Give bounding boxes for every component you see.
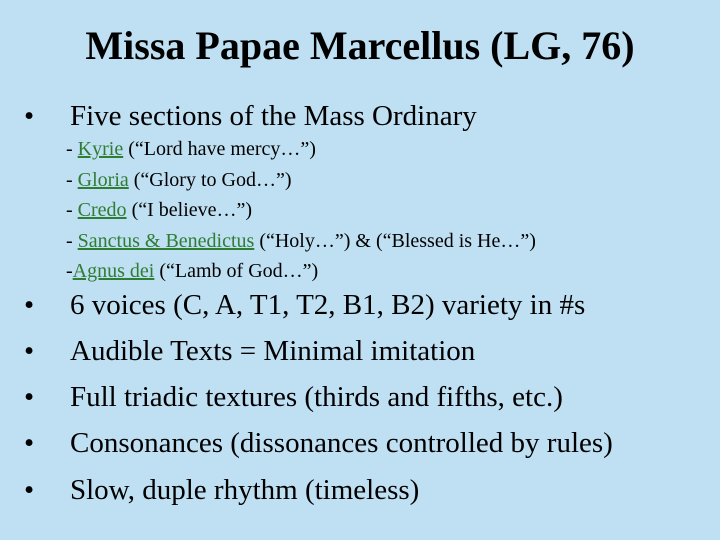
link-kyrie[interactable]: Kyrie bbox=[77, 138, 124, 160]
bullet-rhythm bbox=[24, 472, 419, 508]
bullet-text: Full triadic textures (thirds and fifths, etc.) bbox=[70, 381, 563, 413]
link-credo[interactable]: Credo bbox=[77, 199, 127, 221]
bullet-triadic bbox=[24, 379, 563, 415]
bullet-dot: • bbox=[24, 427, 35, 459]
bullet-audible-texts bbox=[24, 333, 475, 369]
bullet-dot: • bbox=[24, 335, 35, 367]
bullet-dot: • bbox=[24, 289, 35, 321]
section-sanctus: - Sanctus & Benedictus (“Holy…”) & (“Blessed is He…”) bbox=[66, 229, 536, 252]
section-kyrie: - Kyrie (“Lord have mercy…”) bbox=[66, 138, 316, 160]
bullet-text: Audible Texts = Minimal imitation bbox=[70, 335, 476, 367]
bullet-dot: • bbox=[24, 474, 35, 506]
bullet-dot: • bbox=[24, 381, 35, 413]
bullet-voices bbox=[24, 287, 585, 323]
bullet-text: Consonances (dissonances controlled by rules) bbox=[70, 427, 613, 459]
slide-title: Missa Papae Marcellus (LG, 76) bbox=[85, 23, 635, 68]
bullet-dot: • bbox=[24, 100, 35, 132]
mass-sections-list bbox=[66, 134, 536, 287]
section-agnus-dei: -Agnus dei (“Lamb of God…”) bbox=[66, 260, 319, 282]
bullet-text: 6 voices (C, A, T1, T2, B1, B2) variety in #s bbox=[70, 289, 586, 321]
link-agnus-dei[interactable]: Agnus dei bbox=[72, 260, 155, 282]
bullet-consonances bbox=[24, 425, 613, 461]
section-credo: - Credo (“I believe…”) bbox=[66, 199, 253, 221]
bullet-text: Five sections of the Mass Ordinary bbox=[70, 100, 477, 132]
section-gloria: - Gloria (“Glory to God…”) bbox=[66, 168, 292, 191]
bullet-five-sections bbox=[24, 98, 477, 134]
link-gloria[interactable]: Gloria bbox=[77, 168, 129, 191]
link-sanctus-benedictus[interactable]: Sanctus & Benedictus bbox=[77, 229, 255, 252]
bullet-text: Slow, duple rhythm (timeless) bbox=[70, 474, 420, 506]
